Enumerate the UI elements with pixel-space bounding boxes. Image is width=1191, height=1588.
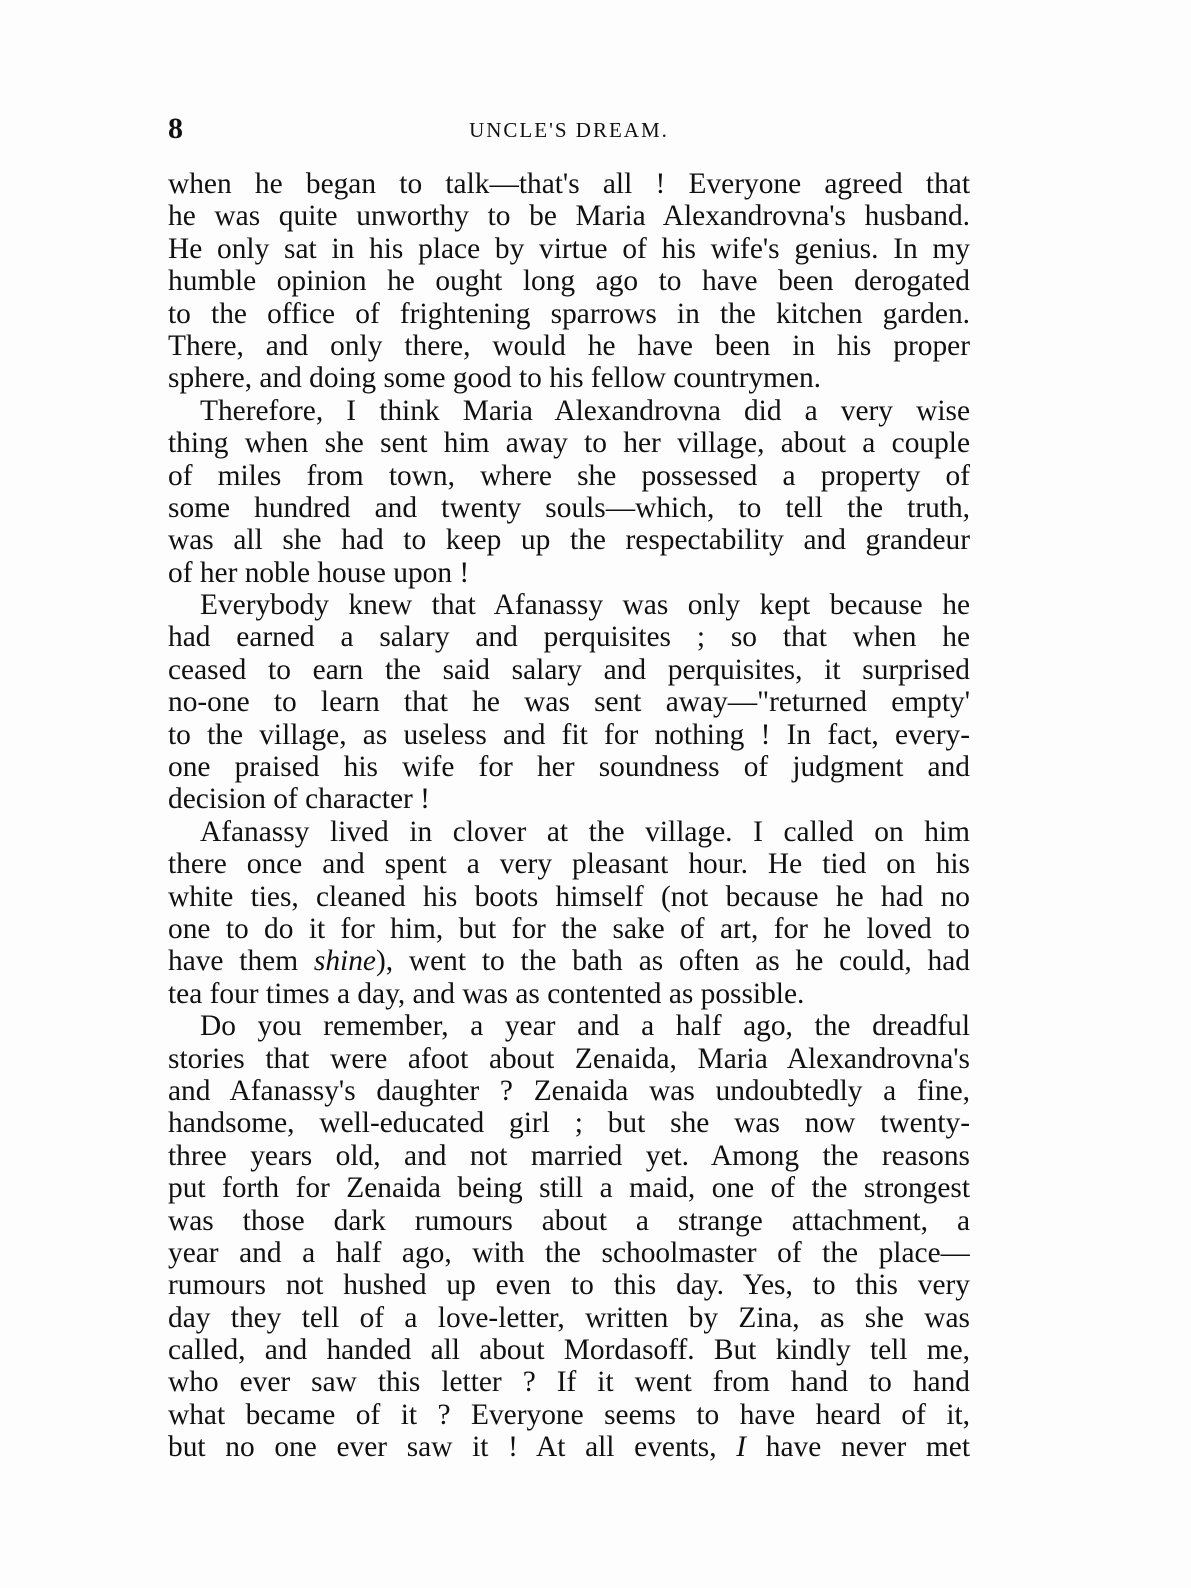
text-line: There, and only there, would he have been in his proper bbox=[168, 329, 970, 362]
text-line: thing when she sent him away to her village, about a couple bbox=[168, 427, 970, 460]
text-fragment: have them bbox=[168, 945, 314, 978]
page-number: 8 bbox=[168, 112, 183, 145]
text-line: of miles from town, where she possessed a property of bbox=[168, 459, 970, 492]
page-header bbox=[168, 112, 970, 152]
text-line: there once and spent a very pleasant hour. He tied on his bbox=[168, 848, 970, 881]
text-line: white ties, cleaned his boots himself (not because he had no bbox=[168, 880, 970, 913]
text-line: decision of character ! bbox=[168, 783, 430, 816]
text-line: one praised his wife for her soundness of judgment and bbox=[168, 751, 970, 784]
text-line: tea four times a day, and was as contented as possible. bbox=[168, 977, 805, 1010]
text-line: ceased to earn the said salary and perquisites, it surprised bbox=[168, 653, 970, 686]
text-line: rumours not hushed up even to this day. Yes, to this very bbox=[168, 1269, 970, 1302]
text-line: Do you remember, a year and a half ago, the dreadful bbox=[200, 1010, 970, 1043]
text-line: who ever saw this letter ? If it went from hand to hand bbox=[168, 1366, 970, 1399]
text-line: some hundred and twenty souls—which, to tell the truth, bbox=[168, 491, 970, 524]
text-line: to the village, as useless and fit for nothing ! In fact, every- bbox=[168, 718, 970, 751]
text-line: sphere, and doing some good to his fellow countrymen. bbox=[168, 362, 822, 395]
text-line: when he began to talk—that's all ! Everyone agreed that bbox=[168, 168, 970, 200]
text-line: and Afanassy's daughter ? Zenaida was undoubtedly a fine, bbox=[168, 1074, 970, 1107]
text-line: was all she had to keep up the respectability and grandeur bbox=[168, 524, 970, 557]
text-line: one to do it for him, but for the sake of art, for he loved to bbox=[168, 912, 970, 945]
text-line: had earned a salary and perquisites ; so that when he bbox=[168, 621, 970, 654]
text-line: he was quite unworthy to be Maria Alexandrovna's husband. bbox=[168, 200, 970, 233]
text-line: was those dark rumours about a strange attachment, a bbox=[168, 1204, 970, 1237]
text-line: day they tell of a love-letter, written by Zina, as she was bbox=[168, 1301, 970, 1334]
text-line: no-one to learn that he was sent away—"returned empty' bbox=[168, 686, 970, 719]
running-title: UNCLE'S DREAM. bbox=[469, 118, 669, 142]
text-line: to the office of frightening sparrows in the kitchen garden. bbox=[168, 297, 970, 330]
text-line-final bbox=[168, 1431, 970, 1463]
text-line: three years old, and not married yet. Among the reasons bbox=[168, 1139, 970, 1172]
text-line: of her noble house upon ! bbox=[168, 556, 470, 589]
text-line: handsome, well-educated girl ; but she was now twenty- bbox=[168, 1107, 970, 1140]
text-line: Everybody knew that Afanassy was only kept because he bbox=[200, 589, 970, 622]
text-line: called, and handed all about Mordasoff. But kindly tell me, bbox=[168, 1334, 970, 1367]
italic-word: I bbox=[736, 1431, 747, 1464]
text-line: what became of it ? Everyone seems to have heard of it, bbox=[168, 1398, 970, 1431]
text-line: Therefore, I think Maria Alexandrovna did a very wise bbox=[200, 394, 970, 427]
text-fragment: ), went to the bath as often as he could, had bbox=[375, 945, 970, 978]
text-line-shine bbox=[168, 945, 970, 977]
text-line: Afanassy lived in clover at the village. I called on him bbox=[200, 815, 970, 848]
italic-word: shine bbox=[313, 945, 376, 978]
text-line: humble opinion he ought long ago to have been derogated bbox=[168, 265, 970, 298]
text-line: stories that were afoot about Zenaida, Maria Alexandrovna's bbox=[168, 1042, 970, 1075]
text-line: year and a half ago, with the schoolmaster of the place— bbox=[168, 1236, 970, 1269]
text-line: put forth for Zenaida being still a maid, one of the strongest bbox=[168, 1172, 970, 1205]
text-line: He only sat in his place by virtue of his wife's genius. In my bbox=[168, 232, 970, 265]
text-fragment: but no one ever saw it ! At all events, bbox=[168, 1431, 737, 1464]
body-text bbox=[168, 168, 970, 1464]
text-fragment: have never met bbox=[746, 1431, 970, 1464]
